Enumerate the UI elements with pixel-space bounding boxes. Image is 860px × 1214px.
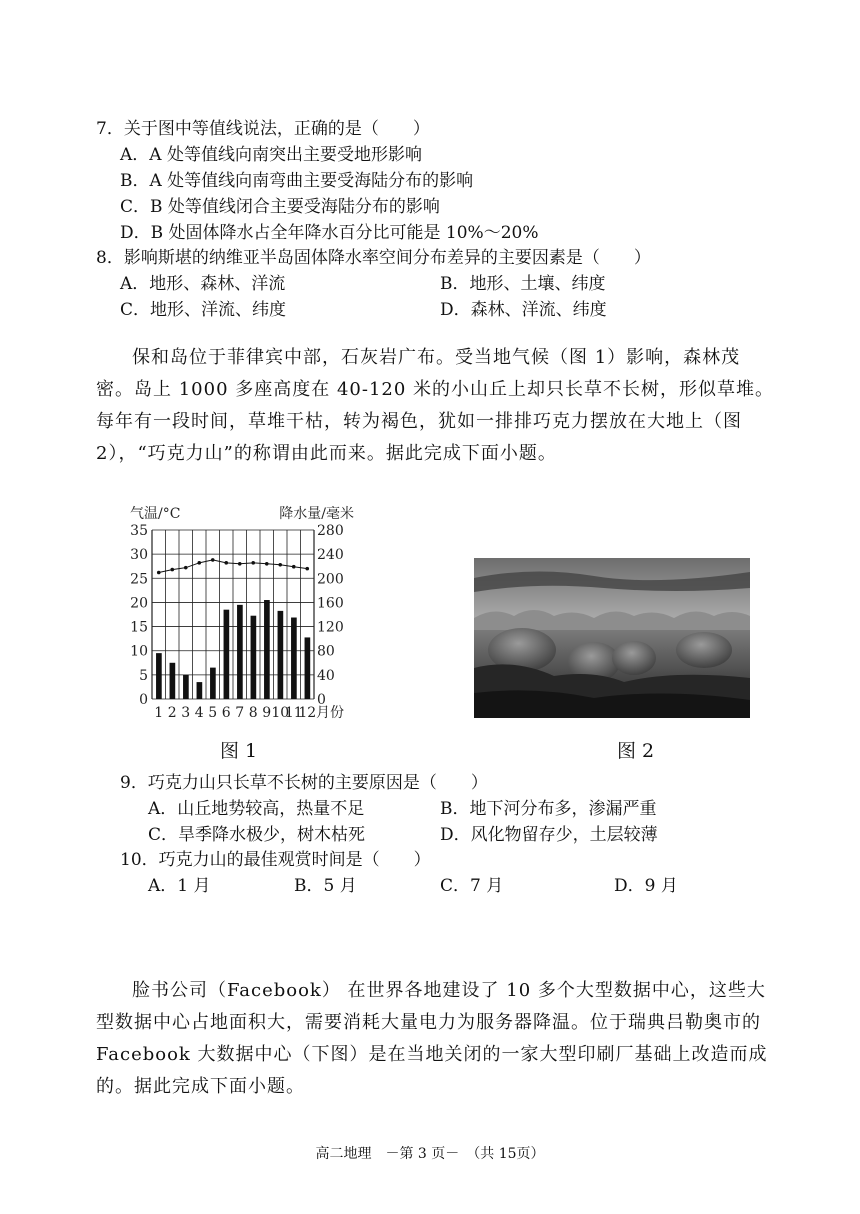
question-10-option-a: A．1 月 [148,876,211,896]
question-9-option-c: C．旱季降水极少，树木枯死 [148,825,366,845]
temperature-point [278,563,282,567]
month-tick-label: 8 [248,705,258,721]
temperature-tick-label: 25 [130,571,148,588]
question-7-stem: 7．关于图中等值线说法，正确的是（ ） [96,119,430,139]
question-10-option-c: C．7 月 [440,876,504,896]
question-9-option-d: D．风化物留存少，土层较薄 [440,825,658,845]
precipitation-bar [237,605,243,699]
climate-chart [118,500,368,725]
precipitation-bar [291,618,297,699]
precipitation-tick-label: 160 [317,595,344,612]
temperature-point [238,562,242,566]
precipitation-tick-label: 240 [317,547,344,564]
month-tick-label: 3 [181,705,191,721]
question-7-option-a: A．A 处等值线向南突出主要受地形影响 [120,145,422,165]
temperature-point [170,568,174,572]
temperature-axis-label: 气温/°C [130,506,181,522]
month-tick-label: 9 [262,705,272,721]
precipitation-bar [183,675,189,699]
precipitation-bar [197,682,203,699]
month-tick-label: 11 [284,705,303,721]
question-8-stem: 8．影响斯堪的纳维亚半岛固体降水率空间分布差异的主要因素是（ ） [96,248,651,268]
question-10-stem: 10．巧克力山的最佳观赏时间是（ ） [120,850,431,870]
temperature-point [211,558,215,562]
month-unit-label: 月份 [316,705,344,721]
temperature-point [157,571,161,575]
precipitation-tick-label: 200 [317,571,344,588]
precipitation-tick-label: 280 [317,523,344,539]
temperature-point [224,561,228,565]
question-8-option-d: D．森林、洋流、纬度 [440,300,607,320]
month-tick-label: 7 [235,705,245,721]
question-7-option-c: C．B 处等值线闭合主要受海陆分布的影响 [120,197,440,217]
passage-chocolate-hills: 保和岛位于菲律宾中部，石灰岩广布。受当地气候（图 1）影响，森林茂密。岛上 1000 多座高度在 40-120 米的小山丘上却只长草不长树，形似草堆。每年有一段时间，草堆干枯，转为褐色，犹如一排排巧克力摆放在大地上（图 2），“巧克力山”的称谓由此而来。据此完成下面小题。 [96,347,775,464]
month-tick-label: 12 [298,705,317,721]
passage-facebook: 脸书公司（Facebook） 在世界各地建设了 10 多个大型数据中心，这些大型数据中心占地面积大，需要消耗大量电力为服务器降温。位于瑞典吕勒奥市的 Facebook 大数据中心（下图）是在当地关闭的一家大型印刷厂基础上改造而成的。据此完成下面小题。 [96,980,768,1097]
question-7-option-d: D．B 处固体降水占全年降水百分比可能是 10%～20% [120,223,539,243]
precipitation-axis-label: 降水量/毫米 [279,506,354,522]
temperature-tick-label: 30 [130,547,148,564]
temperature-point [184,566,188,570]
month-tick-label: 10 [271,705,290,721]
question-9-option-a: A．山丘地势较高，热量不足 [148,799,365,819]
precipitation-bar [264,600,270,699]
precipitation-bar [251,616,257,699]
precipitation-bar [210,668,216,699]
temperature-point [305,567,309,571]
question-8-option-b: B．地形、土壤、纬度 [440,274,606,294]
question-8-option-c: C．地形、洋流、纬度 [120,300,287,320]
temperature-point [265,562,269,566]
month-tick-label: 6 [221,705,231,721]
figure-1-caption: 图 1 [220,740,258,762]
temperature-tick-label: 0 [139,692,148,708]
precipitation-bar [278,611,284,699]
temperature-tick-label: 10 [130,643,148,660]
temperature-tick-label: 20 [130,595,148,612]
question-9-option-b: B．地下河分布多，渗漏严重 [440,799,657,819]
precipitation-bar [156,653,162,699]
temperature-tick-label: 15 [130,619,148,636]
temperature-point [197,561,201,565]
question-8-option-a: A．地形、森林、洋流 [120,274,286,294]
precipitation-tick-label: 40 [317,667,335,684]
precipitation-bar [305,637,311,699]
precipitation-tick-label: 80 [317,643,335,660]
month-tick-label: 5 [208,705,218,721]
temperature-tick-label: 5 [139,667,148,684]
figure-2-caption: 图 2 [617,740,655,762]
temperature-tick-label: 35 [130,523,148,539]
temperature-point [292,565,296,569]
precipitation-bar [170,663,176,699]
precipitation-tick-label: 120 [317,619,344,636]
precipitation-tick-label: 0 [317,692,326,708]
page-footer: 高二地理 －第 3 页－ （共 15页） [315,1146,545,1162]
question-7-option-b: B．A 处等值线向南弯曲主要受海陆分布的影响 [120,171,474,191]
month-tick-label: 4 [194,705,204,721]
month-tick-label: 1 [154,705,164,721]
chocolate-hills-photo [474,558,750,718]
question-9-stem: 9．巧克力山只长草不长树的主要原因是（ ） [120,773,488,793]
precipitation-bar [224,610,230,699]
question-10-option-d: D．9 月 [614,876,678,896]
temperature-point [251,561,255,565]
question-10-option-b: B．5 月 [294,876,357,896]
month-tick-label: 2 [167,705,177,721]
